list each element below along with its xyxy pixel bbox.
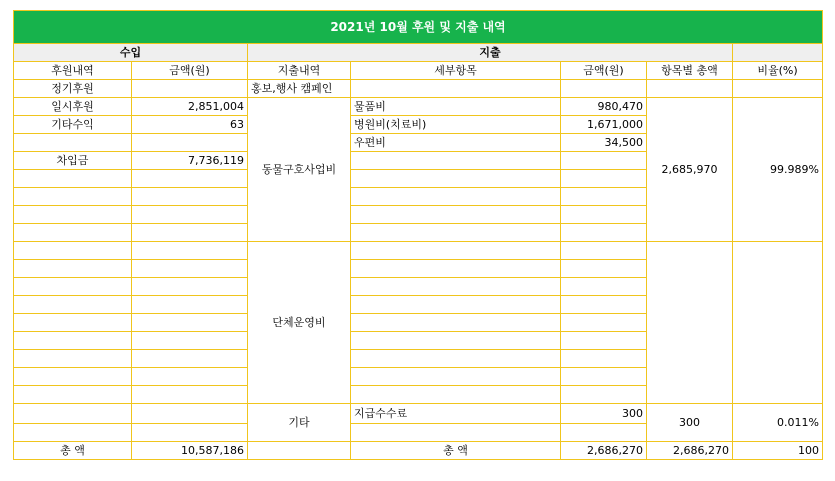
detail-amount-cell[interactable] bbox=[561, 152, 647, 170]
detail-amount-cell[interactable] bbox=[561, 386, 647, 404]
income-section-header[interactable]: 수입 bbox=[14, 44, 248, 62]
income-amount-cell[interactable] bbox=[132, 206, 248, 224]
detail-amount-cell[interactable] bbox=[561, 242, 647, 260]
income-item-cell[interactable] bbox=[14, 386, 132, 404]
income-amount-cell[interactable] bbox=[132, 332, 248, 350]
income-amount-column-header[interactable]: 금액(원) bbox=[132, 62, 248, 80]
detail-amount-cell[interactable] bbox=[561, 260, 647, 278]
expense-section-header[interactable]: 지출 bbox=[248, 44, 733, 62]
detail-name-cell[interactable]: 병원비(치료비) bbox=[351, 116, 561, 134]
income-amount-cell[interactable] bbox=[132, 368, 248, 386]
detail-amount-cell[interactable] bbox=[561, 350, 647, 368]
income-item-cell[interactable] bbox=[14, 134, 132, 152]
income-total-amount[interactable]: 10,587,186 bbox=[132, 442, 248, 460]
title-row bbox=[14, 11, 823, 44]
income-amount-cell[interactable] bbox=[132, 260, 248, 278]
income-amount-cell[interactable] bbox=[132, 170, 248, 188]
expense-total-ratio[interactable]: 100 bbox=[733, 442, 823, 460]
income-amount-cell[interactable] bbox=[132, 314, 248, 332]
detail-name-cell[interactable] bbox=[351, 314, 561, 332]
ratio-column-header[interactable]: 비율(%) bbox=[733, 62, 823, 80]
promo-expense-cell[interactable]: 홍보,행사 캠페인 bbox=[248, 80, 351, 98]
detail-name-cell[interactable] bbox=[351, 152, 561, 170]
detail-amount-cell[interactable]: 980,470 bbox=[561, 98, 647, 116]
detail-name-cell[interactable] bbox=[351, 424, 561, 442]
detail-amount-cell[interactable] bbox=[561, 206, 647, 224]
detail-name-cell[interactable] bbox=[351, 278, 561, 296]
expense-amount-column-header[interactable]: 금액(원) bbox=[561, 62, 647, 80]
income-amount-cell[interactable] bbox=[132, 404, 248, 424]
detail-name-cell[interactable] bbox=[351, 296, 561, 314]
report-title[interactable]: 2021년 10월 후원 및 지출 내역 bbox=[14, 11, 823, 44]
income-amount-cell[interactable] bbox=[132, 424, 248, 442]
income-amount-cell[interactable]: 63 bbox=[132, 116, 248, 134]
income-total-label[interactable]: 총 액 bbox=[14, 442, 132, 460]
total-row bbox=[14, 442, 823, 460]
income-item-cell[interactable] bbox=[14, 224, 132, 242]
detail-name-cell[interactable] bbox=[351, 242, 561, 260]
subtotal-column-header[interactable]: 항목별 총액 bbox=[647, 62, 733, 80]
expense-total-blank[interactable] bbox=[248, 442, 351, 460]
income-item-cell[interactable] bbox=[14, 296, 132, 314]
detail-name-cell[interactable] bbox=[351, 188, 561, 206]
detail-name-cell[interactable] bbox=[351, 206, 561, 224]
detail-amount-cell[interactable]: 300 bbox=[561, 404, 647, 424]
detail-amount-cell[interactable]: 34,500 bbox=[561, 134, 647, 152]
operation-subtotal-cell[interactable] bbox=[647, 242, 733, 404]
expense-item-column-header[interactable]: 지출내역 bbox=[248, 62, 351, 80]
expense-section-header-blank[interactable] bbox=[733, 44, 823, 62]
income-item-cell[interactable] bbox=[14, 368, 132, 386]
table-row bbox=[14, 242, 823, 260]
income-item-cell[interactable] bbox=[14, 404, 132, 424]
detail-name-cell[interactable] bbox=[351, 170, 561, 188]
income-item-cell[interactable]: 일시후원 bbox=[14, 98, 132, 116]
detail-amount-cell[interactable] bbox=[561, 170, 647, 188]
income-amount-cell[interactable] bbox=[132, 296, 248, 314]
income-item-cell[interactable]: 정기후원 bbox=[14, 80, 132, 98]
other-subtotal-cell[interactable]: 300 bbox=[647, 404, 733, 442]
detail-name-cell[interactable] bbox=[351, 350, 561, 368]
detail-name-cell[interactable]: 지급수수료 bbox=[351, 404, 561, 424]
animal-subtotal-cell[interactable]: 2,685,970 bbox=[647, 98, 733, 242]
other-expense-cell[interactable]: 기타 bbox=[248, 404, 351, 442]
income-item-cell[interactable]: 차입금 bbox=[14, 152, 132, 170]
table-row bbox=[14, 80, 823, 98]
detail-amount-cell[interactable] bbox=[561, 224, 647, 242]
expense-total-label[interactable]: 총 액 bbox=[351, 442, 561, 460]
income-item-cell[interactable] bbox=[14, 242, 132, 260]
expense-detail-column-header[interactable]: 세부항목 bbox=[351, 62, 561, 80]
other-ratio-cell[interactable]: 0.011% bbox=[733, 404, 823, 442]
income-amount-cell[interactable] bbox=[132, 242, 248, 260]
operation-expense-cell[interactable]: 단체운영비 bbox=[248, 242, 351, 404]
promo-detail-cell[interactable] bbox=[351, 80, 561, 98]
income-item-cell[interactable] bbox=[14, 424, 132, 442]
detail-amount-cell[interactable] bbox=[561, 368, 647, 386]
detail-amount-cell[interactable] bbox=[561, 296, 647, 314]
income-amount-cell[interactable] bbox=[132, 386, 248, 404]
income-item-cell[interactable] bbox=[14, 278, 132, 296]
promo-subtotal-cell[interactable] bbox=[647, 80, 733, 98]
income-item-cell[interactable] bbox=[14, 170, 132, 188]
income-amount-cell[interactable] bbox=[132, 278, 248, 296]
animal-ratio-cell[interactable]: 99.989% bbox=[733, 98, 823, 242]
income-amount-cell[interactable] bbox=[132, 224, 248, 242]
detail-amount-cell[interactable] bbox=[561, 188, 647, 206]
detail-amount-cell[interactable] bbox=[561, 314, 647, 332]
income-item-cell[interactable]: 기타수익 bbox=[14, 116, 132, 134]
income-item-cell[interactable] bbox=[14, 206, 132, 224]
income-item-cell[interactable] bbox=[14, 314, 132, 332]
detail-name-cell[interactable] bbox=[351, 386, 561, 404]
ledger-table bbox=[13, 10, 823, 460]
income-amount-cell[interactable]: 2,851,004 bbox=[132, 98, 248, 116]
table-row bbox=[14, 98, 823, 116]
section-header-row bbox=[14, 44, 823, 62]
income-item-cell[interactable] bbox=[14, 332, 132, 350]
income-amount-cell[interactable] bbox=[132, 134, 248, 152]
spreadsheet-sheet bbox=[13, 10, 822, 468]
detail-name-cell[interactable] bbox=[351, 224, 561, 242]
detail-amount-cell[interactable]: 1,671,000 bbox=[561, 116, 647, 134]
income-amount-cell[interactable] bbox=[132, 80, 248, 98]
income-item-cell[interactable] bbox=[14, 350, 132, 368]
animal-rescue-expense-cell[interactable]: 동물구호사업비 bbox=[248, 98, 351, 242]
detail-name-cell[interactable]: 우편비 bbox=[351, 134, 561, 152]
promo-ratio-cell[interactable] bbox=[733, 80, 823, 98]
table-row bbox=[14, 404, 823, 424]
detail-amount-cell[interactable] bbox=[561, 278, 647, 296]
expense-total-subtotal[interactable]: 2,686,270 bbox=[647, 442, 733, 460]
income-amount-cell[interactable]: 7,736,119 bbox=[132, 152, 248, 170]
expense-total-amount[interactable]: 2,686,270 bbox=[561, 442, 647, 460]
detail-name-cell[interactable]: 물품비 bbox=[351, 98, 561, 116]
income-item-column-header[interactable]: 후원내역 bbox=[14, 62, 132, 80]
detail-name-cell[interactable] bbox=[351, 260, 561, 278]
detail-name-cell[interactable] bbox=[351, 368, 561, 386]
column-header-row bbox=[14, 62, 823, 80]
operation-ratio-cell[interactable] bbox=[733, 242, 823, 404]
detail-amount-cell[interactable] bbox=[561, 332, 647, 350]
income-item-cell[interactable] bbox=[14, 188, 132, 206]
income-amount-cell[interactable] bbox=[132, 350, 248, 368]
income-amount-cell[interactable] bbox=[132, 188, 248, 206]
income-item-cell[interactable] bbox=[14, 260, 132, 278]
promo-amount-cell[interactable] bbox=[561, 80, 647, 98]
detail-name-cell[interactable] bbox=[351, 332, 561, 350]
detail-amount-cell[interactable] bbox=[561, 424, 647, 442]
